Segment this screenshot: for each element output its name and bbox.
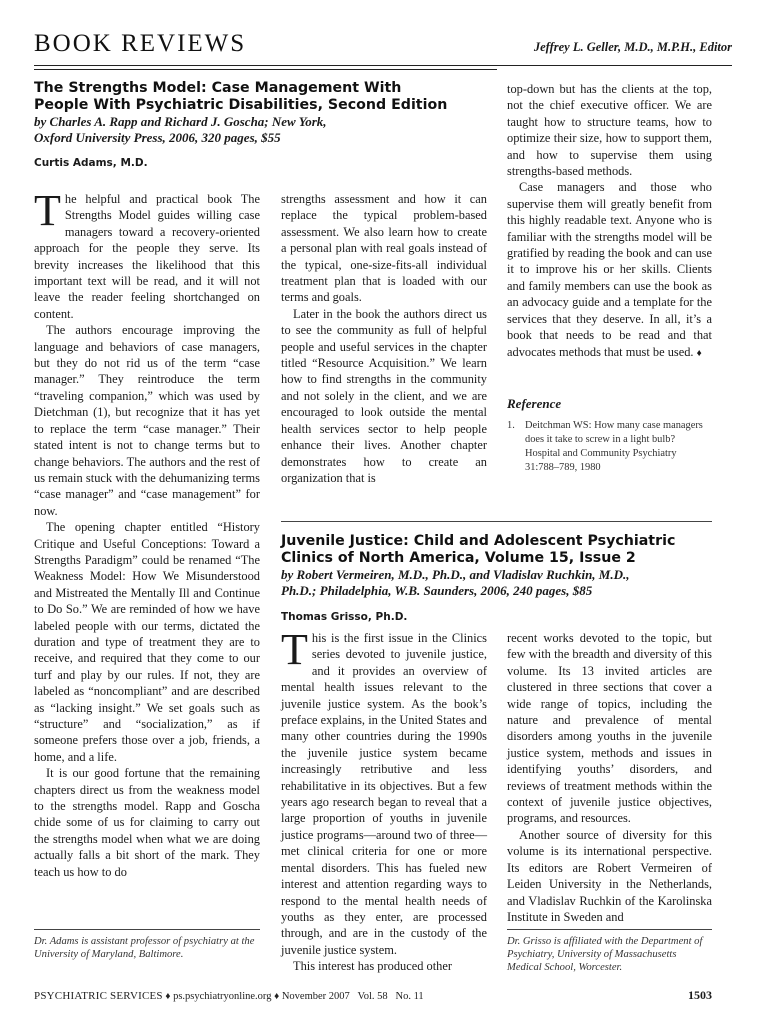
review1-column-2 — [281, 191, 487, 486]
issue-info: November 2007 Vol. 58 No. 11 — [281, 991, 424, 1002]
end-mark-icon: ♦ — [696, 347, 702, 359]
journal-name: PSYCHIATRIC SERVICES — [34, 990, 163, 1002]
review1-title-line1: The Strengths Model: Case Management With — [34, 80, 402, 96]
reference-heading: Reference — [507, 396, 562, 411]
review2-col3-p1: recent works devoted to the topic, but few with the breadth and diversity of this volume. Its 13 invited articles are clustered in three sections that cover a wide range of topics, including the nature and prevalence of mental disorders among youths in the juvenile justice system, methods and issues in identifying youths’ disorders, and reviews of treatment methods within the context of juvenile justice objectives, programs, and resources. — [507, 631, 712, 826]
separator-icon: ♦ — [274, 991, 280, 1002]
review2-title-line1: Juvenile Justice: Child and Adolescent Psychiatric — [281, 533, 676, 549]
review2-title-line2: Clinics of North America, Volume 15, Issue 2 — [281, 550, 636, 566]
review1-col2-p2: Later in the book the authors direct us to see the community as full of helpful people and useful services in the chapter titled “Resource Acquisition.” We learn how to find strengths in the community and not solely in the client, and we are encouraged to look outside the mental health services sector to help people enhance their lives. Another chapter demonstrates how to create an organization that is — [281, 306, 487, 485]
review1-col2-p1: strengths assessment and how it can replace the typical problem-based assessment. We also learn how to create a personal plan with real goals instead of the typical, one-size-fits-all individual treatment plan that is loaded with our terms and goals. — [281, 192, 487, 305]
review1-col1-p2: The authors encourage improving the language and behaviors of case managers, but they do not rid us of the term “case manager.” They reintroduce the term “traveling companion,” which was used by Dietchman (1), but recognize that it has yet to replace the term “case manager.” Their stated intent is not to change terms but to change behaviors. The authors and the rest of us remain stuck with the dehumanizing terms “case manager” and “case management” for now. — [34, 323, 260, 518]
page-footer — [34, 990, 424, 1002]
review1-title-line2: People With Psychiatric Disabilities, Second Edition — [34, 97, 448, 113]
editor-credit: Jeffrey L. Geller, M.D., M.P.H., Editor — [533, 40, 732, 54]
review2-col2-p1 — [281, 625, 487, 958]
review1-reviewer: Curtis Adams, M.D. — [34, 157, 148, 169]
journal-url: ps.psychiatryonline.org — [173, 991, 272, 1002]
separator-icon: ♦ — [165, 991, 171, 1002]
review1-col1-p1 — [34, 186, 260, 322]
review2-biblio-line2: Ph.D.; Philadelphia, W.B. Saunders, 2006, 240 pages, $85 — [281, 583, 593, 598]
review1-col1-p3: The opening chapter entitled “History Critique and Useful Conceptions: Toward a Strengths Paradigm” could be renamed “The Weakness Model: How We Misunderstood and Mistreated the Mentally Ill and Continue to Do So.” We are reminded of how we have labeled people with our terms, dictated the duration and type of treatment they are to receive, and required that they come to our turf and play by our rules. If not, they are labeled as “noncompliant” and are described as “lacking insight.” We set goals such as “structure” and “socialization,” as if someone prefers those over a job, friends, a home, and a life. — [34, 520, 260, 764]
review2-column-2 — [281, 625, 487, 975]
review1-footnote: Dr. Adams is assistant professor of psychiatry at the University of Maryland, Baltimore. — [34, 936, 255, 960]
reference-text: Deitchman WS: How many case managers does it take to screw in a light bulb? Hospital and Community Psychiatry 31:788–789, 1980 — [525, 420, 703, 473]
reference-item — [507, 419, 712, 475]
review1-biblio-line1: by Charles A. Rapp and Richard J. Goscha; New York, — [34, 114, 327, 129]
dropcap: T — [34, 186, 61, 235]
review1-column-3 — [507, 81, 712, 362]
review1-col3-p1: top-down but has the clients at the top, not the chief executive officer. We are taught how to structure teams, how to optimize their size, how to support them, and how to supervise them using strengths-based methods. — [507, 82, 712, 179]
paragraph-text: his is the first issue in the Clinics series devoted to juvenile justice, and it provides an overview of mental health issues relevant to the juvenile justice system. As the book’s preface explains, in the United States and many other countries during the 1990s the juvenile justice system became increasingly retributive and less rehabilitative in its objectives. But a few years ago research began to reveal that a large proportion of youths in juvenile justice programs—around two of three—met clinical criteria for one or more mental disorders. This has fueled new interest and attention regarding ways to respond to the mental health needs of youths as they enter, are processed through, and are in the custody of the juvenile justice system. — [281, 631, 487, 957]
review2-reviewer: Thomas Grisso, Ph.D. — [281, 611, 408, 623]
dropcap: T — [281, 625, 308, 674]
paragraph-text: Case managers and those who supervise them will greatly benefit from this highly readable text. Anyone who is familiar with the strengths model will be gratified by reading the book and can use it to improve his or her skills. Clients and family members can use the book as an advocacy guide and a template for the services that they deserve. In all, it’s a book that needs to be read and that advocates methods that must be used. — [507, 180, 712, 359]
footnote-rule-1 — [34, 929, 260, 930]
footnote-rule-2 — [507, 929, 712, 930]
review2-biblio-line1: by Robert Vermeiren, M.D., Ph.D., and Vladislav Ruchkin, M.D., — [281, 567, 630, 582]
review1-col1-p4: It is our good fortune that the remaining chapters direct us from the weakness model to the strengths model. Rapp and Goscha chide some of us for claiming to carry out the strengths model when what we are doing actually falls a bit short of the mark. They teach us how to do — [34, 766, 260, 879]
header-rule — [34, 65, 732, 66]
review-divider — [281, 521, 712, 522]
review1-heading — [34, 80, 504, 146]
review2-col2-p2: This interest has produced other — [293, 959, 452, 974]
reference-number: 1. — [507, 420, 515, 431]
review2-column-3 — [507, 630, 712, 925]
review1-biblio-line2: Oxford University Press, 2006, 320 pages, $55 — [34, 130, 281, 145]
section-title: BOOK REVIEWS — [34, 30, 247, 57]
page-number: 1503 — [688, 988, 712, 1002]
header-rule-secondary — [34, 69, 497, 70]
review1-column-1 — [34, 186, 260, 880]
review2-col3-p2: Another source of diversity for this volume is its international perspective. Its editors are Robert Vermeiren of Leiden University in the Netherlands, and Vladislav Ruchkin of the Karolinska Institute in Sweden and — [507, 827, 712, 924]
paragraph-text: he helpful and practical book The Strengths Model guides willing case managers toward a recovery-oriented approach for the people they serve. Its brevity increases the likelihood that this important text will be read, and it will not leave the reader feeling shortchanged on content. — [34, 192, 260, 321]
review2-footnote: Dr. Grisso is affiliated with the Department of Psychiatry, University of Massachusetts Medical School, Worcester. — [507, 936, 703, 973]
review2-heading — [281, 533, 721, 599]
review1-col3-p2 — [507, 179, 712, 361]
